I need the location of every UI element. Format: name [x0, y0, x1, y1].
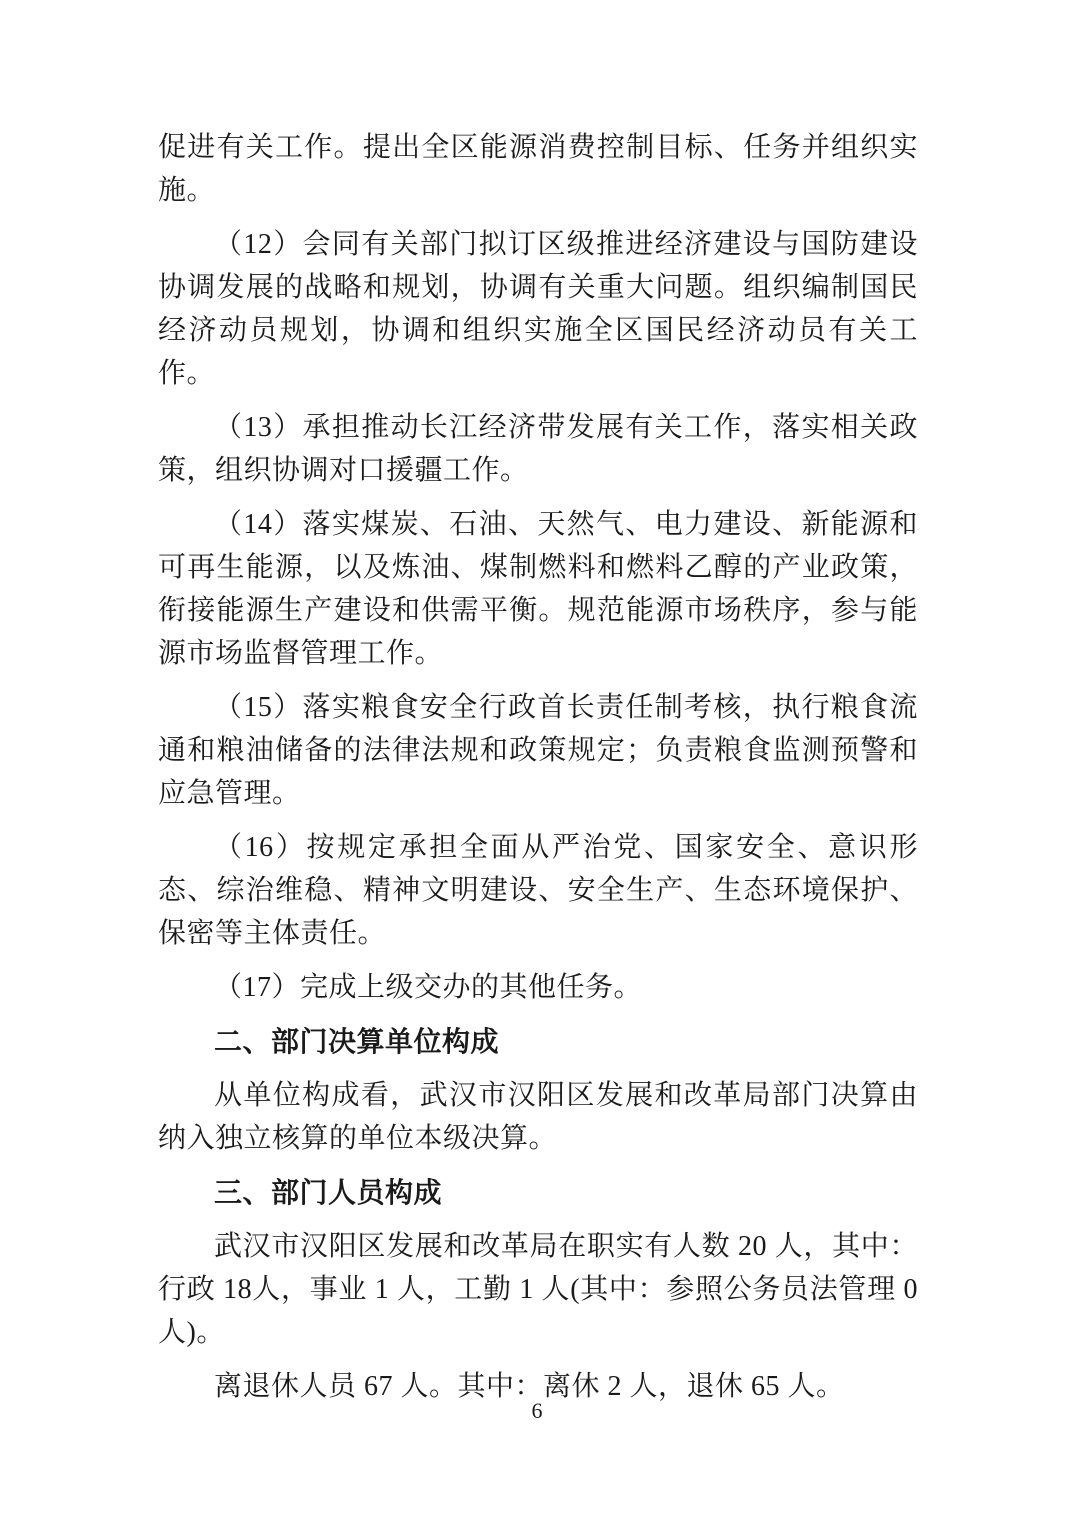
paragraph-item-13: （13）承担推动长江经济带发展有关工作，落实相关政策，组织协调对口援疆工作。: [158, 412, 918, 486]
paragraph-retirees: 离退休人员 67 人。其中：离休 2 人，退休 65 人。: [214, 1371, 845, 1402]
paragraph-item-17: （17）完成上级交办的其他任务。: [214, 972, 643, 1003]
paragraph-staff-composition: 武汉市汉阳区发展和改革局在职实有人数 20 人，其中：行政 18人，事业 1 人，工勤 1 人(其中：参照公务员法管理 0 人)。: [158, 1231, 918, 1348]
section-heading-3: 三、部门人员构成: [214, 1177, 443, 1208]
paragraph-item-16: （16）按规定承担全面从严治党、国家安全、意识形态、综治维稳、精神文明建设、安全生产、生态环境保护、保密等主体责任。: [158, 832, 918, 949]
page-number: 6: [531, 1398, 543, 1423]
paragraph-item-14: （14）落实煤炭、石油、天然气、电力建设、新能源和可再生能源，以及炼油、煤制燃料和燃料乙醇的产业政策，衔接能源生产建设和供需平衡。规范能源市场秩序，参与能源市场监督管理工作。: [158, 509, 918, 669]
paragraph-item-12: （12）会同有关部门拟订区级推进经济建设与国防建设协调发展的战略和规划，协调有关重大问题。组织编制国民经济动员规划，协调和组织实施全区国民经济动员有关工作。: [158, 229, 918, 389]
paragraph-item-15: （15）落实粮食安全行政首长责任制考核，执行粮食流通和粮油储备的法律法规和政策规定；负责粮食监测预警和应急管理。: [158, 692, 918, 809]
paragraph-unit-composition: 从单位构成看，武汉市汉阳区发展和改革局部门决算由纳入独立核算的单位本级决算。: [158, 1080, 918, 1154]
section-heading-2: 二、部门决算单位构成: [214, 1026, 500, 1057]
document-body: [158, 126, 918, 1408]
paragraph-continuation: 促进有关工作。提出全区能源消费控制目标、任务并组织实施。: [158, 132, 918, 206]
